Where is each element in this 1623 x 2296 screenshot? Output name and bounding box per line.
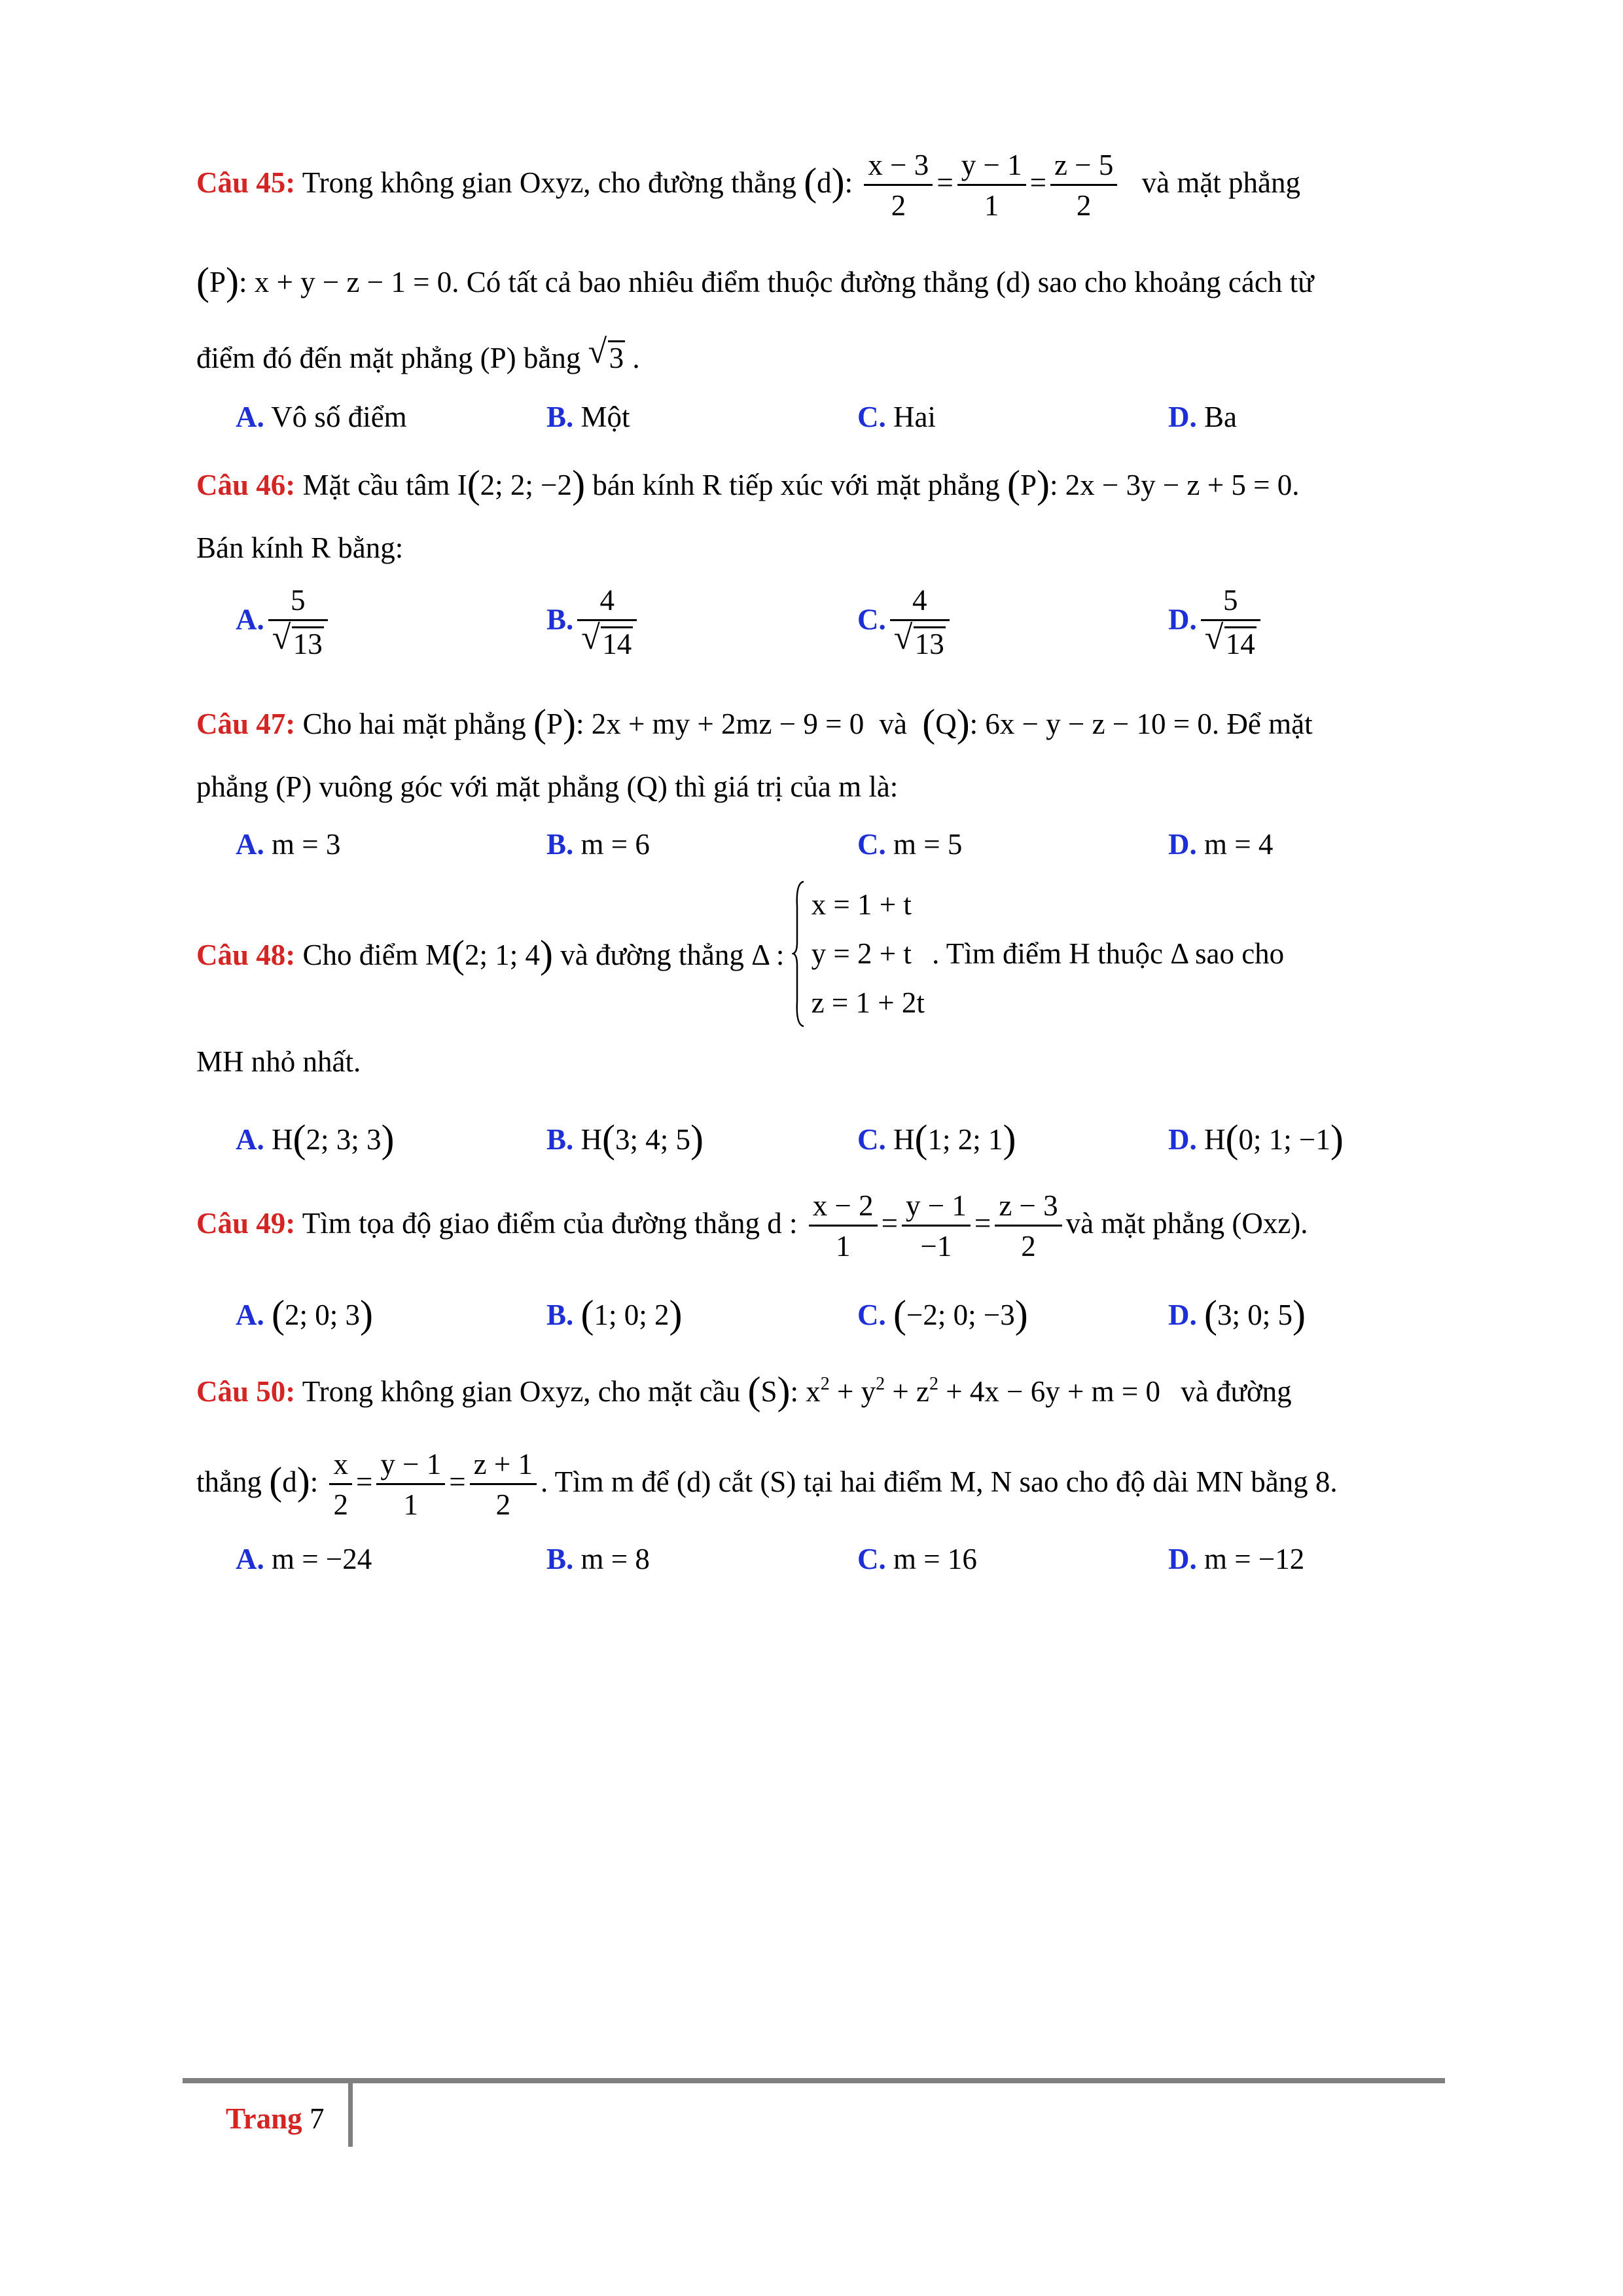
q49-option-b[interactable]: B. (1; 0; 2) bbox=[546, 1293, 683, 1336]
q46-text3: Bán kính R bằng: bbox=[196, 531, 404, 564]
q50-frac1: $\frac{x}{2}$ bbox=[329, 1450, 352, 1520]
q46-plane-eq: : 2x − 3y − z + 5 = 0. bbox=[1050, 469, 1300, 501]
q50-dname: d bbox=[282, 1465, 297, 1498]
q49-label: Câu 49: bbox=[196, 1206, 296, 1240]
q45-text4: điểm đó đến mặt phẳng (P) bằng bbox=[196, 342, 581, 374]
q50-text4: . Tìm m để (d) cắt (S) tại hai điểm M, N sao cho độ dài MN bằng 8. bbox=[541, 1465, 1338, 1498]
q47-text3: phẳng (P) vuông góc với mặt phẳng (Q) thì giá trị của m là: bbox=[196, 770, 899, 803]
q48-point-coords: 2; 1; 4 bbox=[465, 938, 541, 971]
q47-and: và bbox=[879, 708, 907, 740]
q48-delta2: Δ bbox=[1170, 937, 1188, 970]
q45-line1: Câu 45: Trong không gian Oxyz, cho đường thẳng (d): $\frac{x - 3}{2}$ = $\frac{y - 1}{1}$ = $\frac{z - 5}{2}$ và mặt phẳng bbox=[196, 149, 1301, 222]
q45-pname: P bbox=[209, 266, 226, 298]
q50-frac3: $\frac{z + 1}{2}$ bbox=[470, 1450, 537, 1520]
q48-option-d[interactable]: D. H(0; 1; −1) bbox=[1168, 1117, 1344, 1160]
q46-option-d[interactable]: D. 5 √ 14 bbox=[1168, 586, 1264, 659]
q47-option-a[interactable]: A. m = 3 bbox=[236, 828, 341, 861]
q46-option-a[interactable]: A. 5 √ 13 bbox=[236, 586, 332, 659]
q49-option-d[interactable]: D. (3; 0; 5) bbox=[1168, 1293, 1306, 1336]
q49-frac2: $\frac{y - 1}{-1}$ bbox=[902, 1191, 971, 1261]
q47-line1: Câu 47: Cho hai mặt phẳng (P): 2x + my + 2mz − 9 = 0 và (Q): 6x − y − z − 10 = 0. Để mặt bbox=[196, 702, 1313, 745]
q45-text2: và mặt phẳng bbox=[1141, 166, 1301, 199]
q45-option-c[interactable]: C. Hai bbox=[857, 401, 936, 433]
q50-line2: thẳng (d): $\frac{x}{2}$ = $\frac{y - 1}{1}$ = $\frac{z + 1}{2}$ . Tìm m để (d) cắt (S) tại hai điểm M, N sao cho độ dài MN bằng 8. bbox=[196, 1448, 1338, 1521]
q45-option-d[interactable]: D. Ba bbox=[1168, 401, 1237, 433]
q48-text4: sao cho bbox=[1194, 937, 1285, 970]
q48-text3: . Tìm điểm H thuộc bbox=[932, 937, 1163, 970]
q46-option-b[interactable]: B. 4 √ 14 bbox=[546, 586, 641, 659]
q46-label: Câu 46: bbox=[196, 469, 296, 501]
q48-eq3: z = 1 + 2t bbox=[811, 986, 925, 1019]
q46-option-c[interactable]: C. 4 √ 13 bbox=[857, 586, 954, 659]
q50-frac2: $\frac{y - 1}{1}$ bbox=[376, 1450, 445, 1520]
page-number: 7 bbox=[309, 2102, 325, 2135]
q47-line2 bbox=[196, 772, 898, 802]
q48-eq1: x = 1 + t bbox=[811, 888, 912, 921]
q45-option-b[interactable]: B. Một bbox=[546, 401, 630, 433]
q49-option-a[interactable]: A. (2; 0; 3) bbox=[236, 1293, 373, 1336]
q48-eq2: y = 2 + t bbox=[811, 937, 912, 970]
q47-pname: P bbox=[546, 708, 563, 740]
q46-line1: Câu 46: Mặt cầu tâm I(2; 2; −2) bán kính R tiếp xúc với mặt phẳng (P): 2x − 3y − z + 5 = 0. bbox=[196, 463, 1300, 506]
q50-label: Câu 50: bbox=[196, 1375, 296, 1408]
q45-frac2: $\frac{y - 1}{1}$ bbox=[957, 151, 1026, 221]
q47-option-c[interactable]: C. m = 5 bbox=[857, 828, 963, 861]
q48-option-b[interactable]: B. H(3; 4; 5) bbox=[546, 1117, 704, 1160]
q47-label: Câu 47: bbox=[196, 708, 296, 740]
q49-frac1: $\frac{x - 2}{1}$ bbox=[809, 1191, 878, 1261]
q45-dname: d bbox=[817, 166, 832, 199]
page-footer bbox=[226, 2104, 324, 2134]
footer-divider bbox=[348, 2083, 353, 2147]
q45-line2: (P): x + y − z − 1 = 0. Có tất cả bao nhiêu điểm thuộc đường thẳng (d) sao cho khoảng cách từ bbox=[196, 260, 1314, 303]
q48-option-c[interactable]: C. H(1; 2; 1) bbox=[857, 1117, 1016, 1160]
q49-dname: d : bbox=[767, 1206, 798, 1240]
q45-sqrt: √ 3 bbox=[588, 333, 624, 374]
q45-frac3: $\frac{z - 5}{2}$ bbox=[1050, 151, 1117, 221]
q48-line1: Câu 48: Cho điểm M(2; 1; 4) và đường thẳng Δ : x = 1 + t y = 2 + t z = 1 + 2t . Tìm điểm H thuộc Δ sao cho bbox=[196, 880, 1284, 1028]
q48-text5: MH nhỏ nhất. bbox=[196, 1045, 361, 1078]
q45-plane-eq: : x + y − z − 1 = 0 bbox=[239, 266, 452, 298]
q49-text1: Tìm tọa độ giao điểm của đường thẳng bbox=[302, 1206, 760, 1240]
q45-text1: Trong không gian Oxyz, cho đường thẳng bbox=[302, 166, 796, 199]
q50-option-a[interactable]: A. m = −24 bbox=[236, 1543, 372, 1575]
q46-line2 bbox=[196, 533, 403, 563]
q47-plane-q-eq: : 6x − y − z − 10 = 0. bbox=[969, 708, 1220, 740]
q48-system bbox=[792, 880, 925, 1028]
q47-option-b[interactable]: B. m = 6 bbox=[546, 828, 650, 861]
q46-text2: bán kính R tiếp xúc với mặt phẳng bbox=[592, 469, 1000, 501]
q48-point: M bbox=[425, 938, 452, 971]
q46-text1: Mặt cầu tâm bbox=[302, 469, 450, 501]
q48-delta: Δ : bbox=[751, 938, 785, 971]
q49-frac3: $\frac{z - 3}{2}$ bbox=[995, 1191, 1061, 1261]
q46-pname: P bbox=[1020, 469, 1037, 501]
q48-label: Câu 48: bbox=[196, 938, 296, 971]
q47-text2: Để mặt bbox=[1226, 708, 1313, 740]
q45-text3: . Có tất cả bao nhiêu điểm thuộc đường thẳng (d) sao cho khoảng cách từ bbox=[452, 266, 1314, 298]
q48-text2: và đường thẳng bbox=[560, 938, 744, 971]
q50-option-d[interactable]: D. m = −12 bbox=[1168, 1543, 1305, 1575]
q49-line1: Câu 49: Tìm tọa độ giao điểm của đường thẳng d : $\frac{x - 2}{1}$ = $\frac{y - 1}{-1}$ = $\frac{z - 3}{2}$ và mặt phẳng (Oxz). bbox=[196, 1189, 1308, 1263]
q50-option-b[interactable]: B. m = 8 bbox=[546, 1543, 650, 1575]
q50-line1: Câu 50: Trong không gian Oxyz, cho mặt cầu (S): $x^2 + y^2 + z^2 + 4x - 6y + m = 0$ và đường bbox=[196, 1369, 1292, 1412]
q48-option-a[interactable]: A. H(2; 3; 3) bbox=[236, 1117, 395, 1160]
q45-label: Câu 45: bbox=[196, 166, 296, 199]
footer-rule bbox=[183, 2078, 1445, 2083]
q45-frac1: $\frac{x - 3}{2}$ bbox=[864, 151, 933, 221]
q50-text3: thẳng bbox=[196, 1465, 262, 1498]
q49-text2: và mặt phẳng (Oxz). bbox=[1065, 1206, 1308, 1240]
q46-center: I bbox=[457, 469, 467, 501]
q46-center-coords: 2; 2; −2 bbox=[480, 469, 573, 501]
q47-option-d[interactable]: D. m = 4 bbox=[1168, 828, 1274, 861]
q49-option-c[interactable]: C. (−2; 0; −3) bbox=[857, 1293, 1028, 1336]
q45-line3: điểm đó đến mặt phẳng (P) bằng √ 3 . bbox=[196, 333, 640, 374]
q50-sname: S bbox=[760, 1375, 777, 1408]
q50-text2: và đường bbox=[1181, 1375, 1292, 1408]
q48-line2 bbox=[196, 1047, 361, 1077]
q45-option-a[interactable]: A. Vô số điểm bbox=[236, 401, 407, 433]
footer-label: Trang bbox=[226, 2102, 302, 2135]
brace-icon bbox=[792, 880, 805, 1028]
q50-sphere-eq: : $x^2 + y^2 + z^2 + 4x - 6y + m = 0$ bbox=[790, 1374, 1160, 1408]
q47-plane-p-eq: : 2x + my + 2mz − 9 = 0 bbox=[575, 708, 865, 740]
q50-option-c[interactable]: C. m = 16 bbox=[857, 1543, 977, 1575]
q48-text1: Cho điểm bbox=[302, 938, 418, 971]
q47-qname: Q bbox=[935, 708, 957, 740]
q50-text1: Trong không gian Oxyz, cho mặt cầu bbox=[302, 1375, 741, 1408]
q47-text1: Cho hai mặt phẳng bbox=[302, 708, 526, 740]
